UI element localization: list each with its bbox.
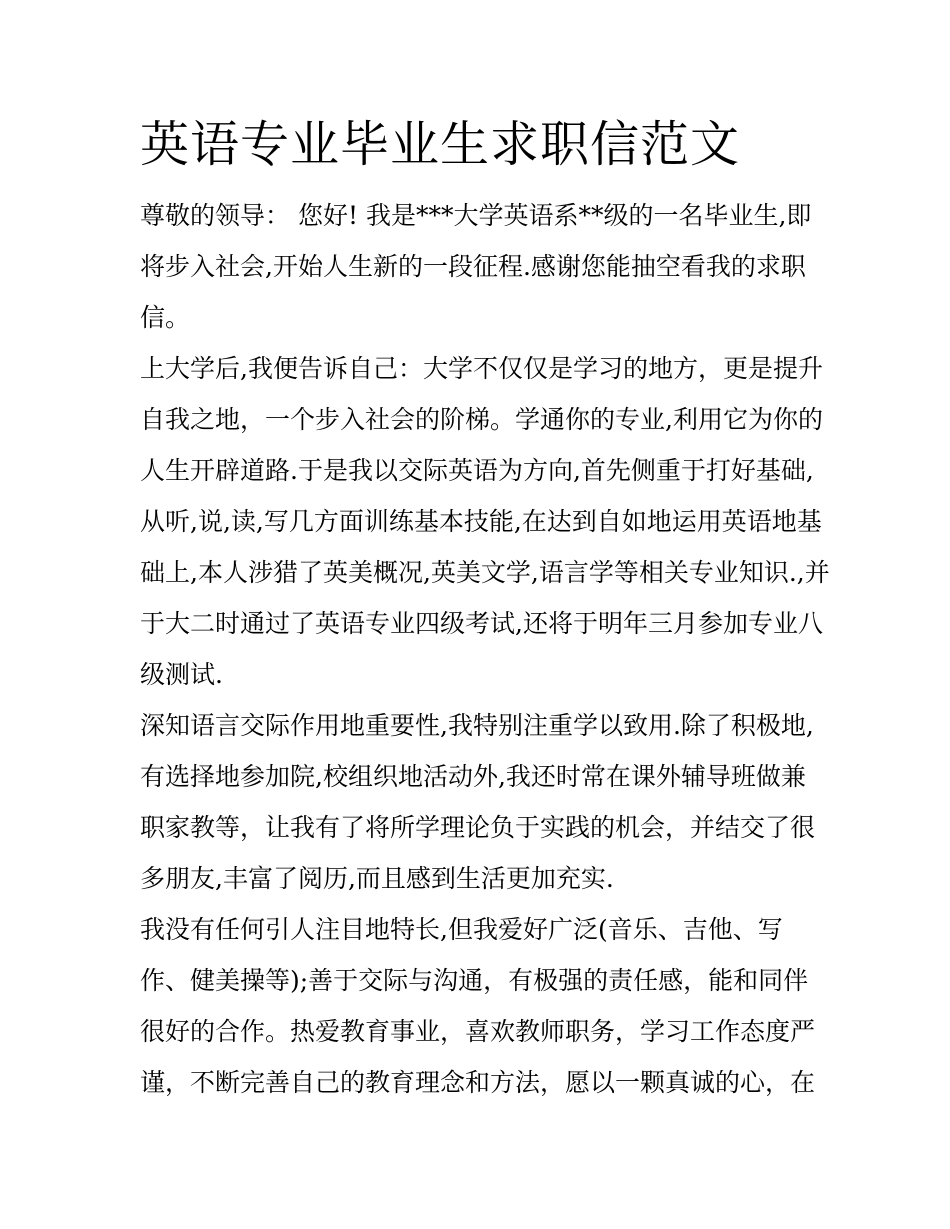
paragraph-practice: 深知语言交际作用地重要性,我特别注重学以致用.除了积极地,有选择地参加院,校组织地活动外,我还时常在课外辅导班做兼职家教等，让我有了将所学理论负于实践的机会，并结交了很多朋友,丰富了阅历,而且感到生活更加充实.: [140, 711, 816, 893]
document-title: 英语专业毕业生求职信范文: [140, 116, 741, 173]
document-page: [140, 112, 830, 1108]
paragraph-greeting: 尊敬的领导： 您好! 我是***大学英语系**级的一名毕业生,即将步入社会,开始人生新的一段征程.感谢您能抽空看我的求职信。: [140, 201, 812, 332]
paragraph-strengths: 我没有任何引人注目地特长,但我爱好广泛(音乐、吉他、写作、健美操等);善于交际与沟通，有极强的责任感，能和同伴很好的合作。热爱教育事业，喜欢教师职务，学习工作态度严谨，不断完善自己的教育理念和方法，愿以一颗真诚的心，在: [140, 915, 816, 1097]
paragraph-education: 上大学后,我便告诉自己：大学不仅仅是学习的地方，更是提升自我之地，一个步入社会的阶梯。学通你的专业,利用它为你的人生开辟道路.于是我以交际英语为方向,首先侧重于打好基础,从听,说,读,写几方面训练基本技能,在达到自如地运用英语地基础上,本人涉猎了英美概况,英美文学,语言学等相关专业知识.,并于大二时通过了英语专业四级考试,还将于明年三月参加专业八级测试.: [140, 354, 830, 689]
